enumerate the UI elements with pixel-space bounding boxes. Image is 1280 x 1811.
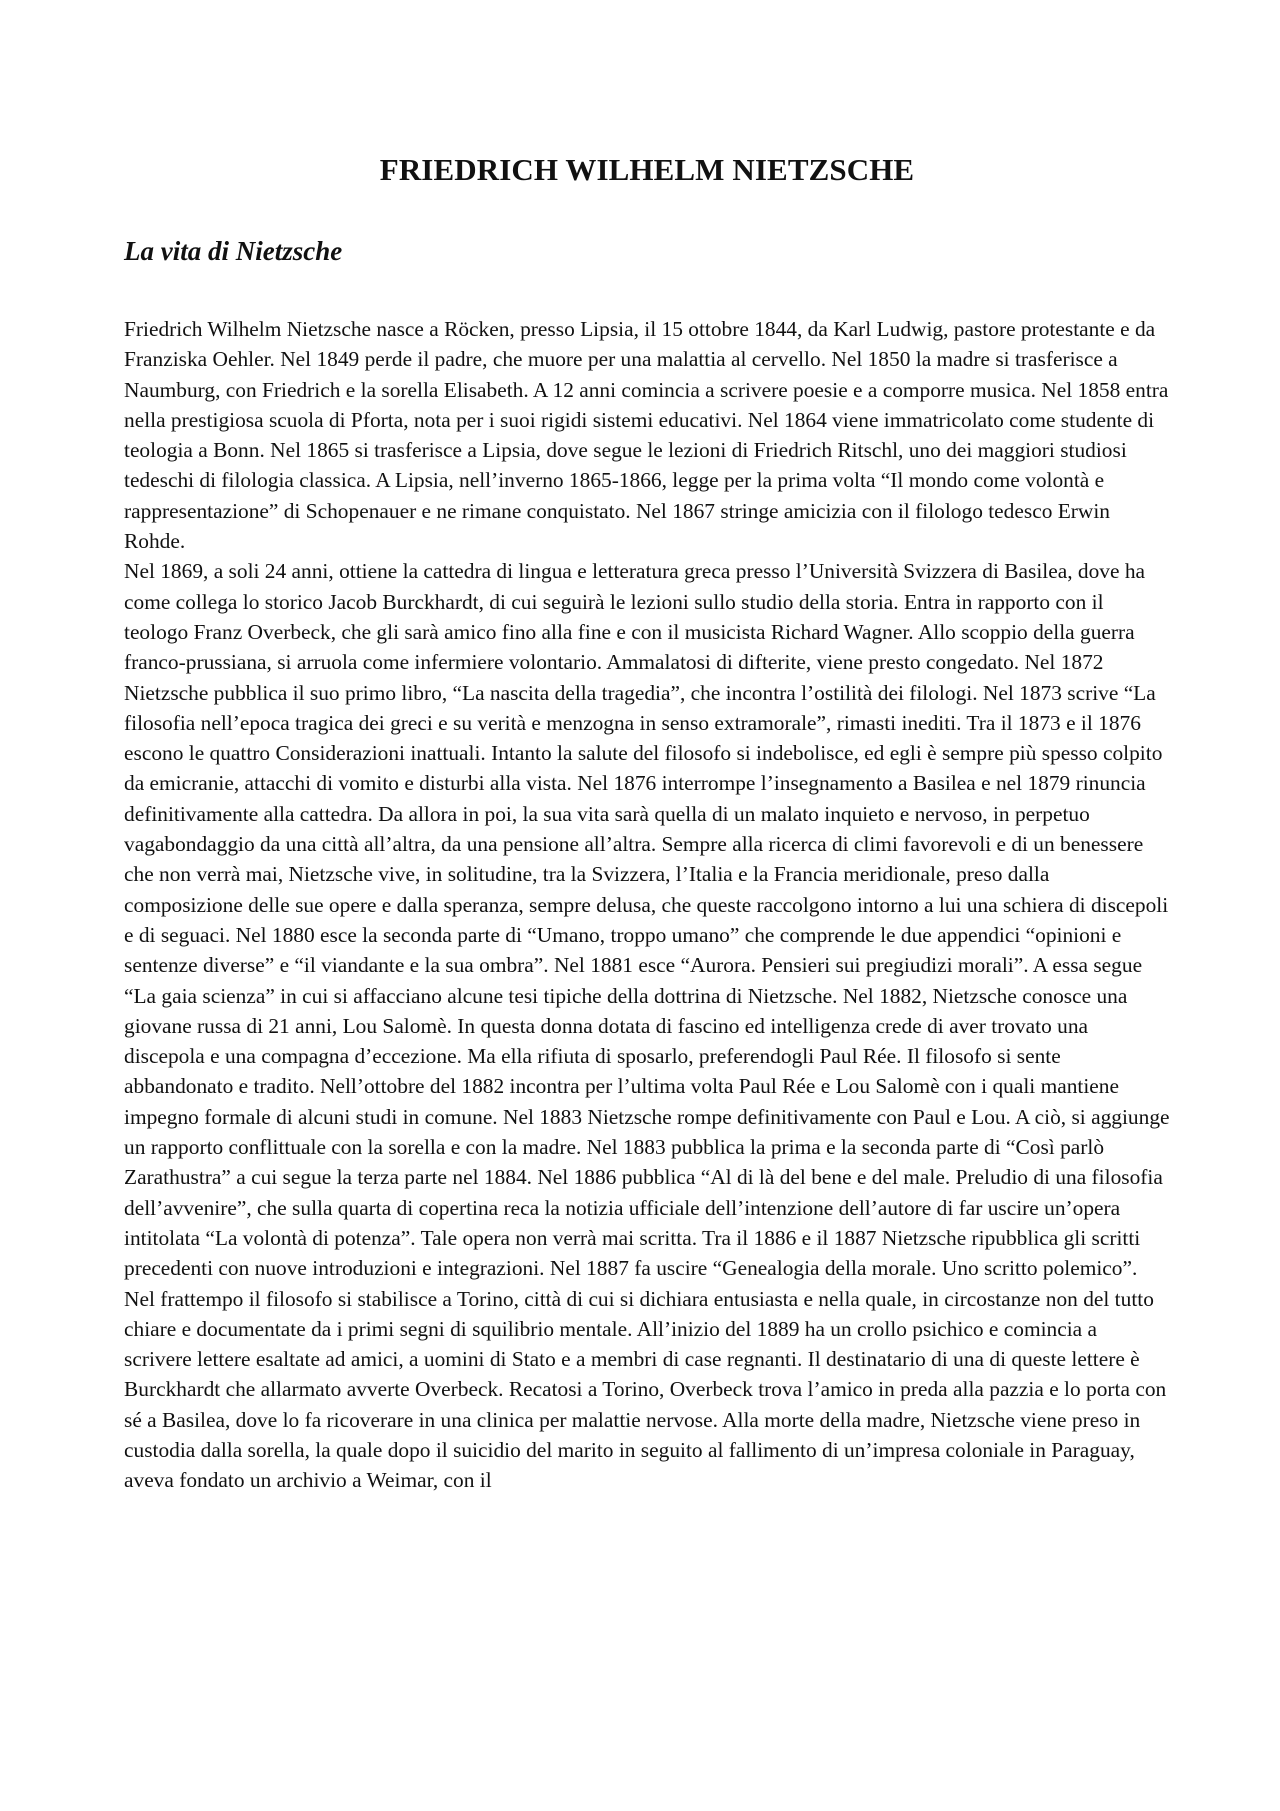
document-page	[124, 150, 1170, 1496]
paragraph-1: Friedrich Wilhelm Nietzsche nasce a Röcken, presso Lipsia, il 15 ottobre 1844, da Karl Ludwig, pastore protestante e da Franziska Oehler. Nel 1849 perde il padre, che muore per una malattia al cervello. Nel 1850 la madre si trasferisce a Naumburg, con Friedrich e la sorella Elisabeth. A 12 anni comincia a scrivere poesie e a comporre musica. Nel 1858 entra nella prestigiosa scuola di Pforta, nota per i suoi rigidi sistemi educativi. Nel 1864 viene immatricolato come studente di teologia a Bonn. Nel 1865 si trasferisce a Lipsia, dove segue le lezioni di Friedrich Ritschl, uno dei maggiori studiosi tedeschi di filologia classica. A Lipsia, nell’inverno 1865-1866, legge per la prima volta “Il mondo come volontà e rappresentazione” di Schopenauer e ne rimane conquistato. Nel 1867 stringe amicizia con il filologo tedesco Erwin Rohde.	[124, 317, 1169, 554]
paragraph-2: Nel 1869, a soli 24 anni, ottiene la cattedra di lingua e letteratura greca presso l’Università Svizzera di Basilea, dove ha come collega lo storico Jacob Burckhardt, di cui seguirà le lezioni sullo studio della storia. Entra in rapporto con il teologo Franz Overbeck, che gli sarà amico fino alla fine e con il musicista Richard Wagner. Allo scoppio della guerra franco-prussiana, si arruola come infermiere volontario. Ammalatosi di difterite, viene presto congedato. Nel 1872 Nietzsche pubblica il suo primo libro, “La nascita della tragedia”, che incontra l’ostilità dei filologi. Nel 1873 scrive “La filosofia nell’epoca tragica dei greci e su verità e menzogna in senso extramorale”, rimasti inediti. Tra il 1873 e il 1876 escono le quattro Considerazioni inattuali. Intanto la salute del filosofo si indebolisce, ed egli è sempre più spesso colpito da emicranie, attacchi di vomito e disturbi alla vista. Nel 1876 interrompe l’insegnamento a Basilea e nel 1879 rinuncia definitivamente alla cattedra. Da allora in poi, la sua vita sarà quella di un malato inquieto e nervoso, in perpetuo vagabondaggio da una città all’altra, da una pensione all’altra. Sempre alla ricerca di climi favorevoli e di un benessere che non verrà mai, Nietzsche vive, in solitudine, tra la Svizzera, l’Italia e la Francia meridionale, preso dalla composizione delle sue opere e dalla speranza, sempre delusa, che queste raccolgono intorno a lui una schiera di discepoli e di seguaci. Nel 1880 esce la seconda parte di “Umano, troppo umano” che comprende le due appendici “opinioni e sentenze diverse” e “il viandante e la sua ombra”. Nel 1881 esce “Aurora. Pensieri sui pregiudizi morali”. A essa segue “La gaia scienza” in cui si affacciano alcune tesi tipiche della dottrina di Nietzsche. Nel 1882, Nietzsche conosce una giovane russa di 21 anni, Lou Salomè. In questa donna dotata di fascino ed intelligenza crede di aver trovato una discepola e una compagna d’eccezione. Ma ella rifiuta di sposarlo, preferendogli Paul Rée. Il filosofo si sente abbandonato e tradito. Nell’ottobre del 1882 incontra per l’ultima volta Paul Rée e Lou Salomè con i quali mantiene impegno formale di alcuni studi in comune. Nel 1883 Nietzsche rompe definitivamente con Paul e Lou. A ciò, si aggiunge un rapporto conflittuale con la sorella e con la madre. Nel 1883 pubblica la prima e la seconda parte di “Così parlò Zarathustra” a cui segue la terza parte nel 1884. Nel 1886 pubblica “Al di là del bene e del male. Preludio di una filosofia dell’avvenire”, che sulla quarta di copertina reca la notizia ufficiale dell’intenzione dell’autore di far uscire un’opera intitolata “La volontà di potenza”. Tale opera non verrà mai scritta. Tra il 1886 e il 1887 Nietzsche ripubblica gli scritti precedenti con nuove introduzioni e integrazioni. Nel 1887 fa uscire “Genealogia della morale. Uno scritto polemico”. Nel frattempo il filosofo si stabilisce a Torino, città di cui si dichiara entusiasta e nella quale, in circostanze non del tutto chiare e documentate da i primi segni di squilibrio mentale. All’inizio del 1889 ha un crollo psichico e comincia a scrivere lettere esaltate ad amici, a uomini di Stato e a membri di case regnanti. Il destinatario di una di queste lettere è Burckhardt che allarmato avverte Overbeck. Recatosi a Torino, Overbeck trova l’amico in preda alla pazzia e lo porta con sé a Basilea, dove lo fa ricoverare in una clinica per malattie nervose. Alla morte della madre, Nietzsche viene preso in custodia dalla sorella, la quale dopo il suicidio del marito in seguito al fallimento di un’impresa coloniale in Paraguay, aveva fondato un archivio a Weimar, con il	[124, 559, 1170, 1493]
section-heading: La vita di Nietzsche	[124, 236, 343, 266]
document-title: FRIEDRICH WILHELM NIETZSCHE	[379, 152, 915, 187]
body-text	[124, 314, 1170, 1496]
